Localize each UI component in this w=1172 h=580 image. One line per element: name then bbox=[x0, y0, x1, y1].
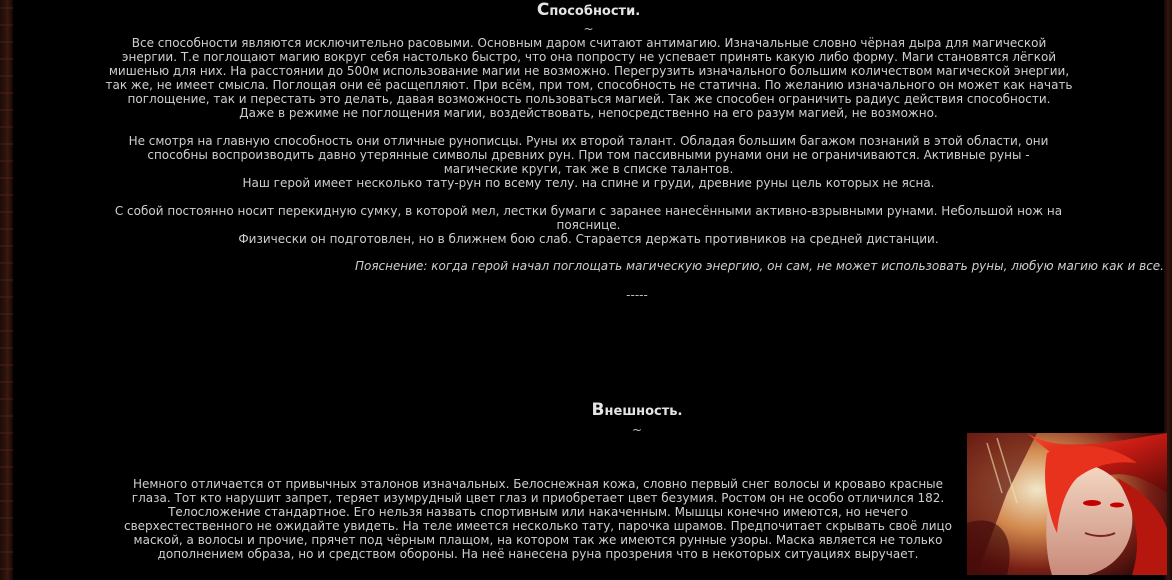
section-separator: ----- bbox=[626, 288, 648, 302]
post-content bbox=[13, 0, 1164, 580]
appearance-tilde: ~ bbox=[631, 423, 643, 437]
appearance-heading-initial: В bbox=[591, 400, 605, 420]
abilities-paragraph-2: Не смотря на главную способность они отличные рунописцы. Руны их второй талант. Обладая большим багажом познаний в этой области, они способны воспроизводить давно утерянные символы древних рун. При том пассивными рунами они не ограничиваются. Активные руны - магические круги, так же в списке талантов. bbox=[128, 134, 1049, 176]
left-decorative-frame bbox=[0, 0, 13, 580]
appearance-paragraph-1: Немного отличается от привычных эталонов изначальных. Белоснежная кожа, словно первый снег волосы и кроваво красные глаза. Тот кто нарушит запрет, теряет изумрудный цвет глаз и приобретает цвет безумия. Ростом он не особо отличился 182. Телосложение стандартное. Его нельзя назвать спортивным или накаченным. Мышцы конечно имеются, но нечего сверхестественного не ожидайте увидеть. На теле имеется несколько тату, парочка шрамов. Предпочитает скрывать своё лицо маской, а волосы и прочие, прячет под чёрным плащом, на котором так же имеются рунные узоры. Маска является не только дополнением образа, но и средством обороны. На неё нанесена руна прозрения что в некоторых ситуациях выручает. bbox=[124, 477, 952, 561]
abilities-note: Пояснение: когда герой начал поглощать магическую энергию, он сам, не может использовать руны, любую магию как и все. bbox=[354, 259, 1164, 273]
abilities-heading bbox=[13, 2, 1164, 20]
abilities-paragraph-5: Физически он подготовлен, но в ближнем бою слаб. Старается держать противников на средней дистанции. bbox=[238, 232, 939, 246]
abilities-paragraph-1b: Даже в режиме не поглощения магии, воздействовать, непосредственно на его разум магией, не возможно. bbox=[239, 106, 938, 120]
character-portrait bbox=[967, 433, 1167, 575]
abilities-paragraph-4: С собой постоянно носит перекидную сумку, в которой мел, лестки бумаги с заранее нанесёнными активно-взрывными рунами. Небольшой нож на пояснице. bbox=[114, 204, 1063, 232]
abilities-tilde: ~ bbox=[583, 22, 594, 36]
abilities-heading-rest: пособности. bbox=[549, 4, 641, 19]
abilities-paragraph-3: Наш герой имеет несколько тату-рун по всему телу. на спине и груди, древние руны цель которых не ясна. bbox=[242, 176, 935, 190]
abilities-paragraph-1: Все способности являются исключительно расовыми. Основным даром считают антимагию. Изначальные словно чёрная дыра для магической энергии. Т.е поглощают магию вокруг себя настолько быстро, что она попросту не успевает принять какую либо форму. Маги становятся лёгкой мишенью для них. На расстоянии до 500м использование магии не возможно. Перегрузить изначального большим количеством магической энергии, так же, не имеет смысла. Поглощая они её расщепляют. При всём, при том, способность не статична. По желанию изначального он может как начать поглощение, так и перестать это делать, давая возможность пользоваться магией. Так же способен ограничить радиус действия способности. bbox=[105, 36, 1073, 106]
abilities-heading-initial: С bbox=[536, 0, 550, 20]
appearance-heading bbox=[13, 402, 1172, 420]
portrait-artwork bbox=[967, 433, 1167, 575]
appearance-heading-rest: нешность. bbox=[604, 404, 683, 419]
